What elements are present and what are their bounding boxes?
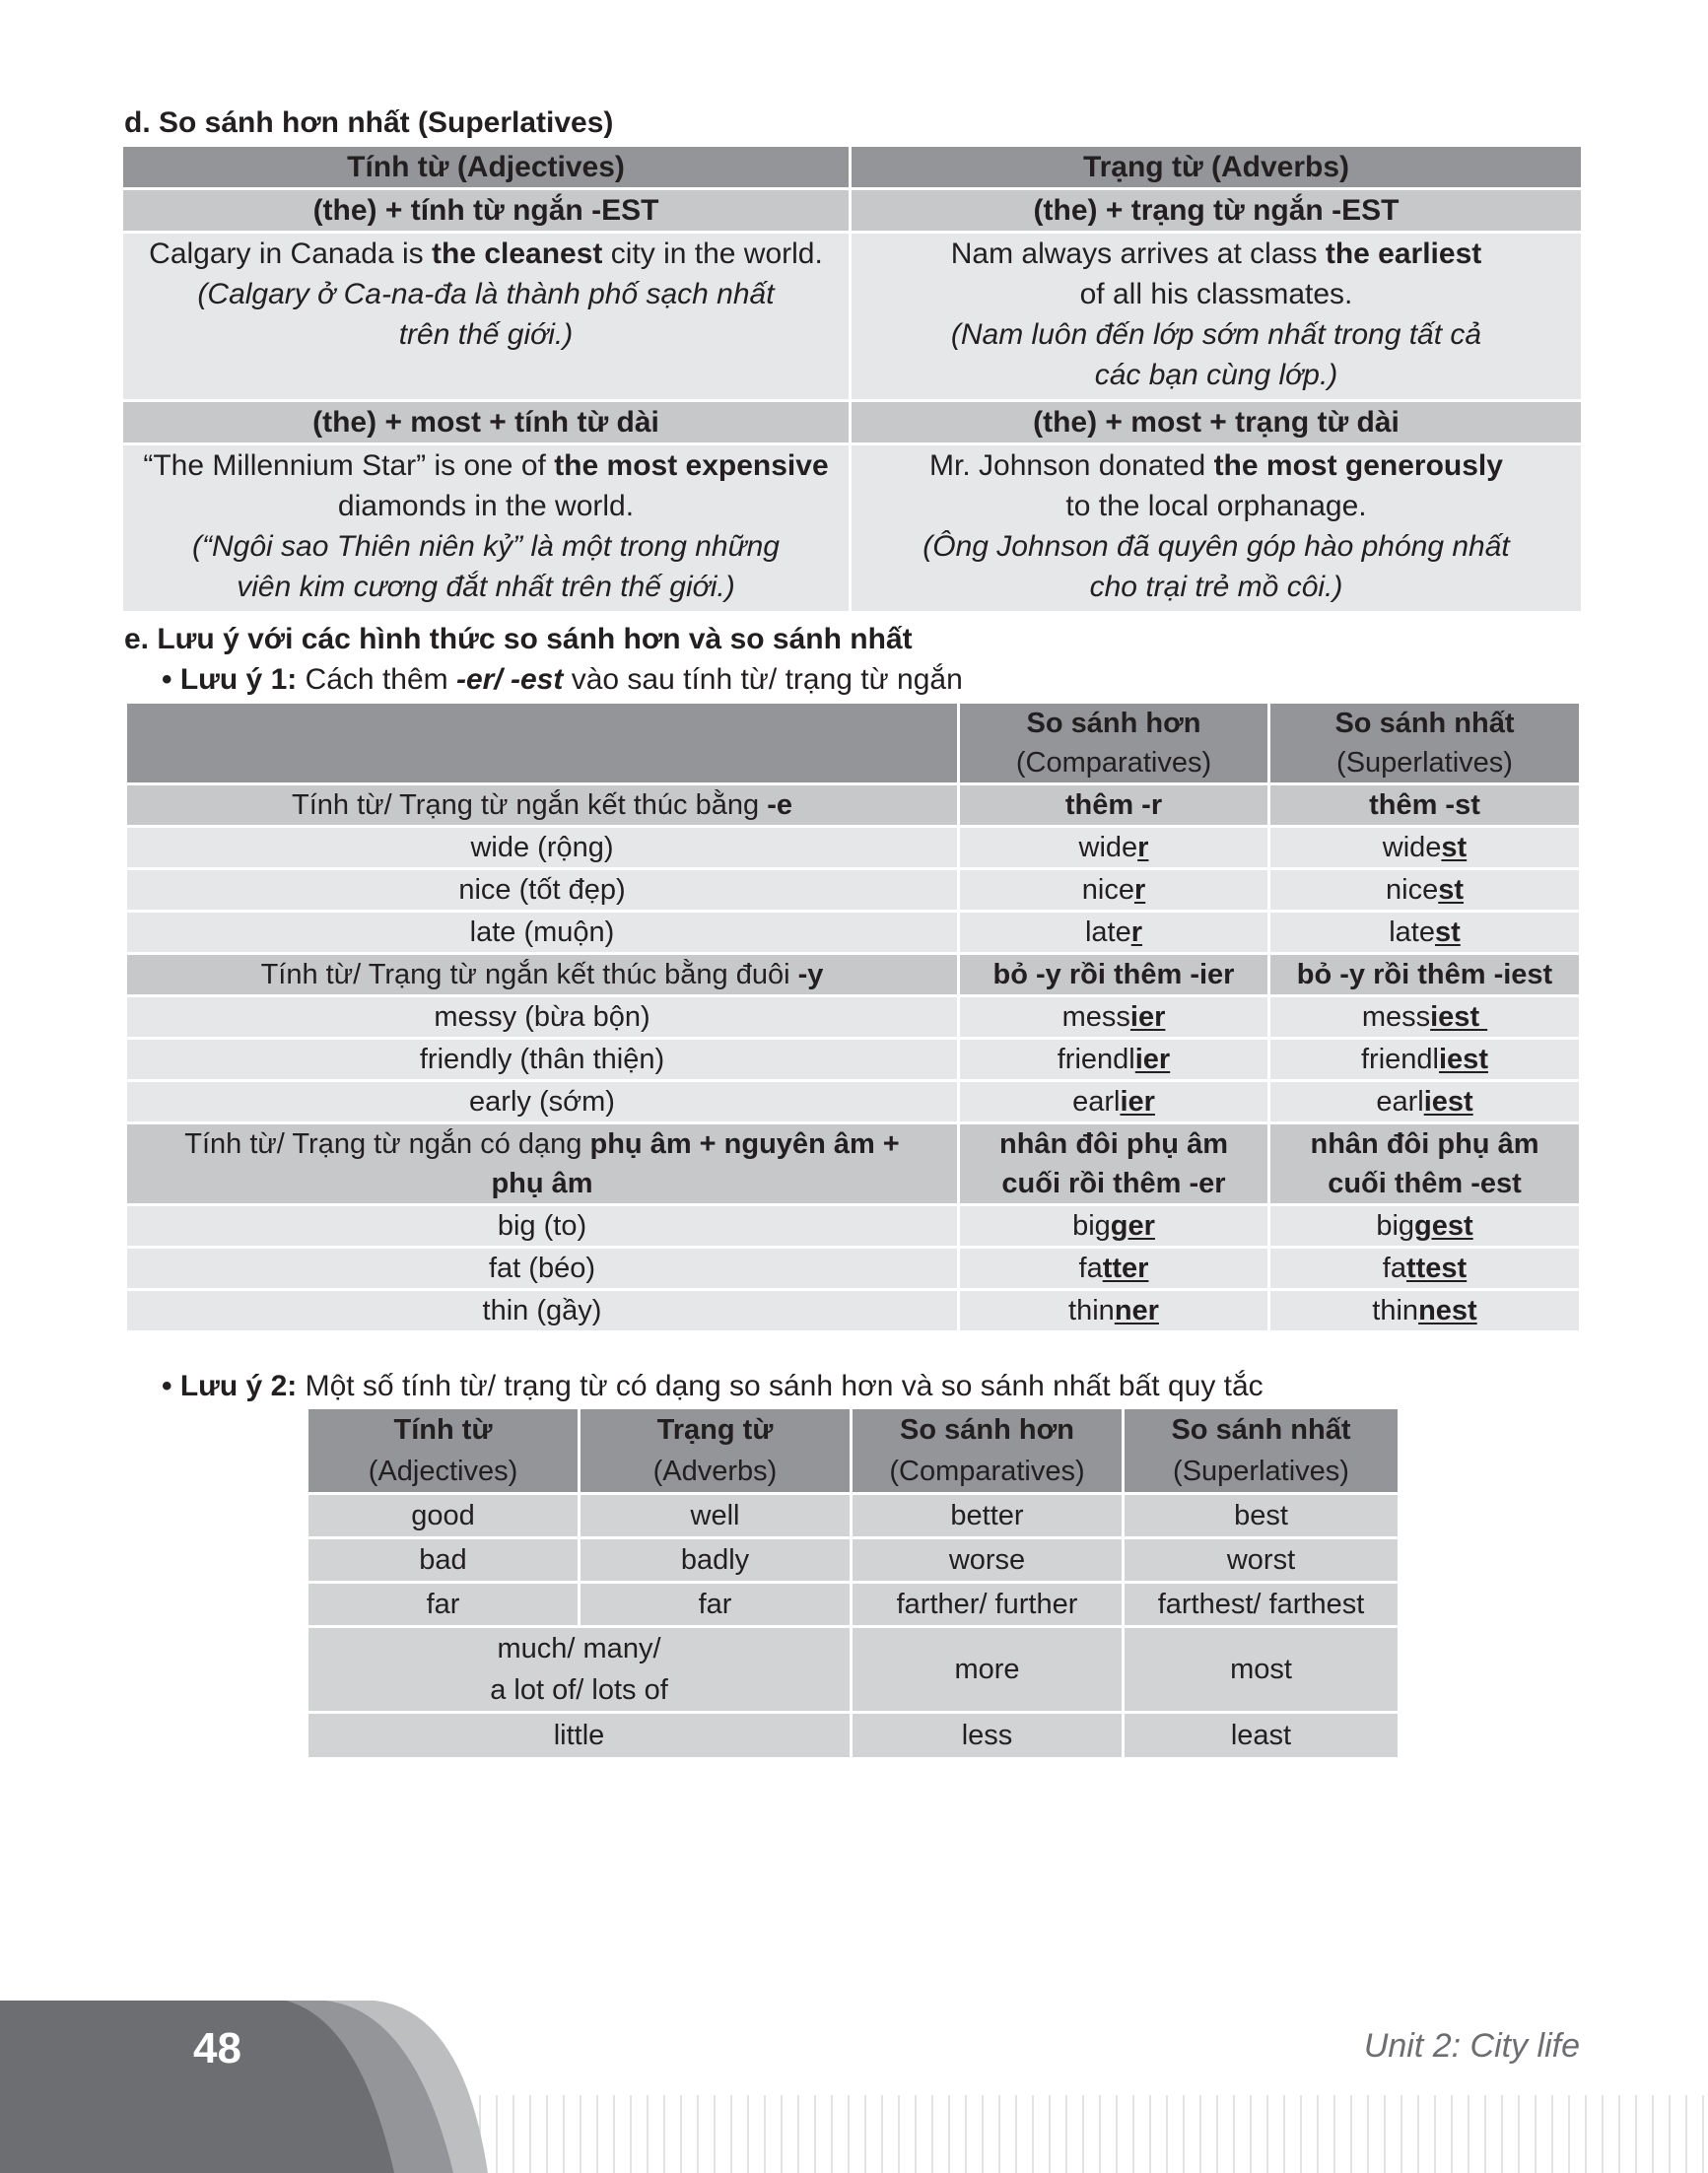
example-row-long bbox=[122, 444, 1583, 613]
sup-cell: farthest/ farthest bbox=[1124, 1583, 1400, 1627]
sup-cell: most bbox=[1124, 1627, 1400, 1713]
example-adv-short: Nam always arrives at class the earliest of all his classmates. (Nam luôn đến lớp sớm nhất trong tất cả các bạn cùng lớp.) bbox=[851, 233, 1583, 401]
word-cell: early (sớm) bbox=[126, 1081, 959, 1123]
table-row bbox=[126, 912, 1581, 954]
comparative-cell: nicer bbox=[959, 869, 1269, 912]
comparative-cell: friendlier bbox=[959, 1039, 1269, 1081]
word-cell: thin (gầy) bbox=[126, 1290, 959, 1332]
col-superlatives: So sánh nhất (Superlatives) bbox=[1269, 703, 1581, 784]
word-cell: wide (rộng) bbox=[126, 827, 959, 869]
superlative-cell: widest bbox=[1269, 827, 1581, 869]
sup-cell: worst bbox=[1124, 1538, 1400, 1583]
example-adj-short: Calgary in Canada is the cleanest city in the world. (Calgary ở Ca-na-đa là thành phố sạch nhất trên thế giới.) bbox=[122, 233, 851, 401]
comparative-cell: wider bbox=[959, 827, 1269, 869]
superlative-cell: nicest bbox=[1269, 869, 1581, 912]
superlative-cell: fattest bbox=[1269, 1248, 1581, 1290]
group-row-cvc bbox=[126, 1123, 1581, 1205]
example-row-short bbox=[122, 233, 1583, 401]
adj-cell: bad bbox=[307, 1538, 580, 1583]
group-sup-e: thêm -st bbox=[1269, 784, 1581, 827]
col-adverbs: Trạng từ (Adverbs) bbox=[851, 146, 1583, 189]
rule-adj-long: (the) + most + tính từ dài bbox=[122, 401, 851, 444]
group-label-e: Tính từ/ Trạng từ ngắn kết thúc bằng -e bbox=[126, 784, 959, 827]
rule-adv-long: (the) + most + trạng từ dài bbox=[851, 401, 1583, 444]
irregular-forms-table bbox=[306, 1406, 1401, 1760]
comp-cell: farther/ further bbox=[852, 1583, 1124, 1627]
word-cell: fat (béo) bbox=[126, 1248, 959, 1290]
adj-cell: good bbox=[307, 1494, 580, 1538]
superlatives-table bbox=[120, 144, 1584, 614]
word-cell: friendly (thân thiện) bbox=[126, 1039, 959, 1081]
adv-cell: well bbox=[580, 1494, 852, 1538]
table-row bbox=[307, 1583, 1400, 1627]
group-sup-y: bỏ -y rồi thêm -iest bbox=[1269, 954, 1581, 996]
superlative-cell: messiest bbox=[1269, 996, 1581, 1039]
col-comparatives: So sánh hơn (Comparatives) bbox=[852, 1408, 1124, 1494]
rule-adv-short: (the) + trạng từ ngắn -EST bbox=[851, 189, 1583, 233]
rows-y bbox=[126, 996, 1581, 1123]
table-row bbox=[126, 1205, 1581, 1248]
comp-cell: worse bbox=[852, 1538, 1124, 1583]
table-header-row bbox=[122, 146, 1583, 189]
rule-row-long bbox=[122, 401, 1583, 444]
superlative-cell: earliest bbox=[1269, 1081, 1581, 1123]
note-1: • Lưu ý 1: Cách thêm -er/ -est vào sau tính từ/ trạng từ ngắn bbox=[162, 663, 963, 696]
comparative-cell: messier bbox=[959, 996, 1269, 1039]
irregular-rows bbox=[307, 1494, 1400, 1627]
superlative-cell: thinnest bbox=[1269, 1290, 1581, 1332]
comparative-cell: thinner bbox=[959, 1290, 1269, 1332]
table-row bbox=[307, 1713, 1400, 1759]
word-cell: late (muộn) bbox=[126, 912, 959, 954]
table-header-row bbox=[307, 1408, 1400, 1494]
page-number: 48 bbox=[193, 2024, 241, 2072]
word-cell: big (to) bbox=[126, 1205, 959, 1248]
table-row bbox=[126, 1290, 1581, 1332]
comp-cell: more bbox=[852, 1627, 1124, 1713]
col-comparatives: So sánh hơn (Comparatives) bbox=[959, 703, 1269, 784]
word-cell: much/ many/ a lot of/ lots of bbox=[307, 1627, 852, 1713]
comp-cell: better bbox=[852, 1494, 1124, 1538]
col-adverbs: Trạng từ (Adverbs) bbox=[580, 1408, 852, 1494]
rule-adj-short: (the) + tính từ ngắn -EST bbox=[122, 189, 851, 233]
group-label-cvc: Tính từ/ Trạng từ ngắn có dạng phụ âm + nguyên âm + phụ âm bbox=[126, 1123, 959, 1205]
section-e-heading: e. Lưu ý với các hình thức so sánh hơn và so sánh nhất bbox=[124, 623, 913, 655]
table-row bbox=[126, 869, 1581, 912]
comp-cell: less bbox=[852, 1713, 1124, 1759]
rule-row-short bbox=[122, 189, 1583, 233]
sup-cell: best bbox=[1124, 1494, 1400, 1538]
section-d-heading: d. So sánh hơn nhất (Superlatives) bbox=[124, 106, 614, 139]
comparative-cell: bigger bbox=[959, 1205, 1269, 1248]
group-comp-y: bỏ -y rồi thêm -ier bbox=[959, 954, 1269, 996]
table-row bbox=[307, 1538, 1400, 1583]
group-row-e bbox=[126, 784, 1581, 827]
table-header-row bbox=[126, 703, 1581, 784]
table-row bbox=[307, 1627, 1400, 1713]
table-row bbox=[126, 1248, 1581, 1290]
adv-cell: far bbox=[580, 1583, 852, 1627]
adv-cell: badly bbox=[580, 1538, 852, 1583]
comparative-cell: earlier bbox=[959, 1081, 1269, 1123]
er-est-rules-table bbox=[124, 701, 1582, 1333]
group-comp-cvc: nhân đôi phụ âm cuối rồi thêm -er bbox=[959, 1123, 1269, 1205]
comparative-cell: later bbox=[959, 912, 1269, 954]
rows-cvc bbox=[126, 1205, 1581, 1332]
note-2: • Lưu ý 2: Một số tính từ/ trạng từ có dạng so sánh hơn và so sánh nhất bất quy tắc bbox=[162, 1370, 1264, 1402]
table-row bbox=[126, 1039, 1581, 1081]
word-cell: little bbox=[307, 1713, 852, 1759]
word-cell: nice (tốt đẹp) bbox=[126, 869, 959, 912]
sup-cell: least bbox=[1124, 1713, 1400, 1759]
adj-cell: far bbox=[307, 1583, 580, 1627]
comparative-cell: fatter bbox=[959, 1248, 1269, 1290]
col-adjectives: Tính từ (Adjectives) bbox=[307, 1408, 580, 1494]
group-row-y bbox=[126, 954, 1581, 996]
unit-label: Unit 2: City life bbox=[1363, 2027, 1580, 2065]
table-row bbox=[126, 827, 1581, 869]
col-adjectives: Tính từ (Adjectives) bbox=[122, 146, 851, 189]
superlative-cell: biggest bbox=[1269, 1205, 1581, 1248]
col-superlatives: So sánh nhất (Superlatives) bbox=[1124, 1408, 1400, 1494]
table-row bbox=[126, 996, 1581, 1039]
header-empty bbox=[126, 703, 959, 784]
table-row bbox=[307, 1494, 1400, 1538]
example-adv-long: Mr. Johnson donated the most generously to the local orphanage. (Ông Johnson đã quyên góp hào phóng nhất cho trại trẻ mồ côi.) bbox=[851, 444, 1583, 613]
superlative-cell: friendliest bbox=[1269, 1039, 1581, 1081]
word-cell: messy (bừa bộn) bbox=[126, 996, 959, 1039]
group-comp-e: thêm -r bbox=[959, 784, 1269, 827]
group-label-y: Tính từ/ Trạng từ ngắn kết thúc bằng đuôi -y bbox=[126, 954, 959, 996]
table-row bbox=[126, 1081, 1581, 1123]
example-adj-long: “The Millennium Star” is one of the most expensive diamonds in the world. (“Ngôi sao Thiên niên kỷ” là một trong những viên kim cương đắt nhất trên thế giới.) bbox=[122, 444, 851, 613]
group-sup-cvc: nhân đôi phụ âm cuối thêm -est bbox=[1269, 1123, 1581, 1205]
rows-e bbox=[126, 827, 1581, 954]
superlative-cell: latest bbox=[1269, 912, 1581, 954]
